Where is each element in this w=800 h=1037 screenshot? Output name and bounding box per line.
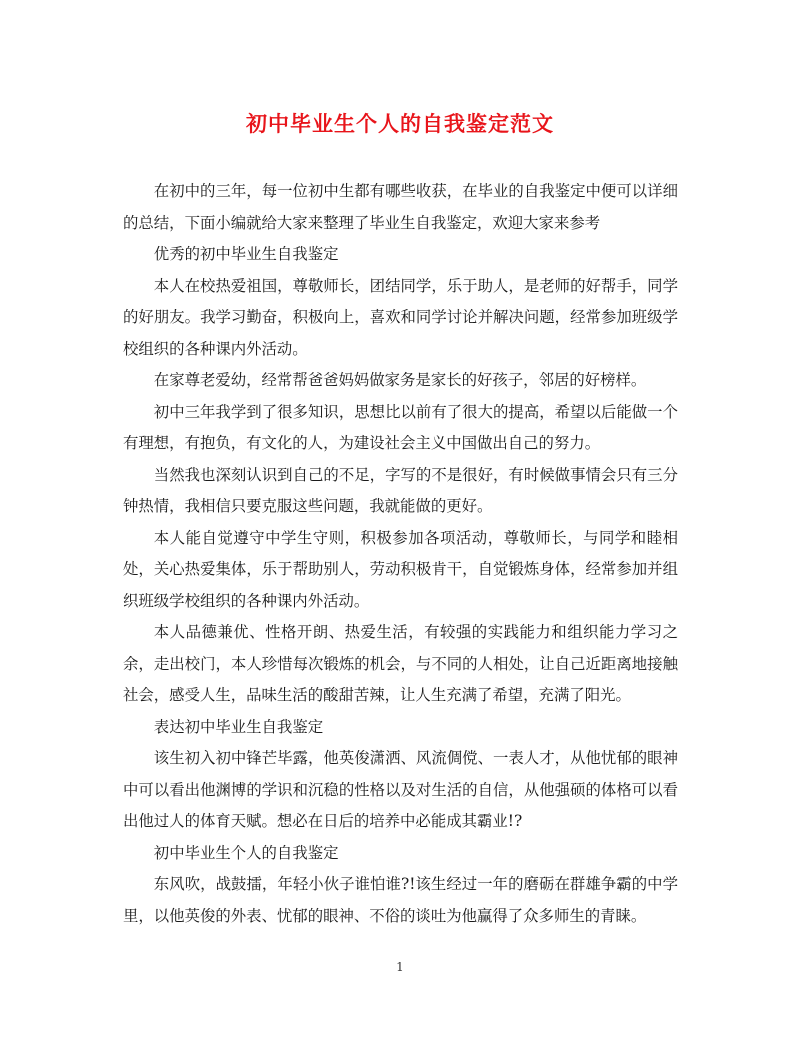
paragraph: 东风吹，战鼓擂，年轻小伙子谁怕谁?!该生经过一年的磨砺在群雄争霸的中学里，以他英俊的外表、忧郁的眼神、不俗的谈吐为他赢得了众多师生的青睐。 — [123, 875, 678, 925]
paragraph: 初中三年我学到了很多知识，思想比以前有了很大的提高，希望以后能做一个有理想，有抱负，有文化的人，为建设社会主义中国做出自己的努力。 — [123, 402, 678, 452]
paragraph: 本人品德兼优、性格开朗、热爱生活，有较强的实践能力和组织能力学习之余，走出校门，本人珍惜每次锻炼的机会，与不同的人相处，让自己近距离地接触社会，感受人生，品味生活的酸甜苦辣，让人生充满了希望，充满了阳光。 — [123, 623, 678, 704]
paragraph: 本人能自觉遵守中学生守则，积极参加各项活动，尊敬师长，与同学和睦相处，关心热爱集体，乐于帮助别人，劳动积极肯干，自觉锻炼身体，经常参加并组织班级学校组织的各种课内外活动。 — [123, 528, 678, 610]
paragraph: 该生初入初中锋芒毕露，他英俊潇洒、风流倜傥、一表人才，从他忧郁的眼神中可以看出他渊博的学识和沉稳的性格以及对生活的自信，从他强硕的体格可以看出他过人的体育天赋。想必在日后的培养中必能成其霸业!? — [123, 749, 678, 830]
paragraph: 本人在校热爱祖国，尊敬师长，团结同学，乐于助人，是老师的好帮手，同学的好朋友。我学习勤奋，积极向上，喜欢和同学讨论并解决问题，经常参加班级学校组织的各种课内外活动。 — [123, 276, 678, 358]
page-number: 1 — [396, 960, 404, 974]
intro-paragraph: 在初中的三年，每一位初中生都有哪些收获，在毕业的自我鉴定中便可以详细的总结，下面小编就给大家来整理了毕业生自我鉴定，欢迎大家来参考 — [123, 182, 678, 232]
document-body — [123, 176, 678, 932]
section-heading: 表达初中毕业生自我鉴定 — [153, 717, 324, 736]
section-heading: 初中毕业生个人的自我鉴定 — [153, 843, 339, 862]
section-heading: 优秀的初中毕业生自我鉴定 — [153, 245, 339, 263]
document-title: 初中毕业生个人的自我鉴定范文 — [246, 111, 554, 136]
paragraph: 在家尊老爱幼，经常帮爸爸妈妈做家务是家长的好孩子，邻居的好榜样。 — [153, 371, 647, 389]
paragraph: 当然我也深刻认识到自己的不足，字写的不是很好，有时候做事情会只有三分钟热情，我相信只要克服这些问题，我就能做的更好。 — [123, 465, 678, 515]
